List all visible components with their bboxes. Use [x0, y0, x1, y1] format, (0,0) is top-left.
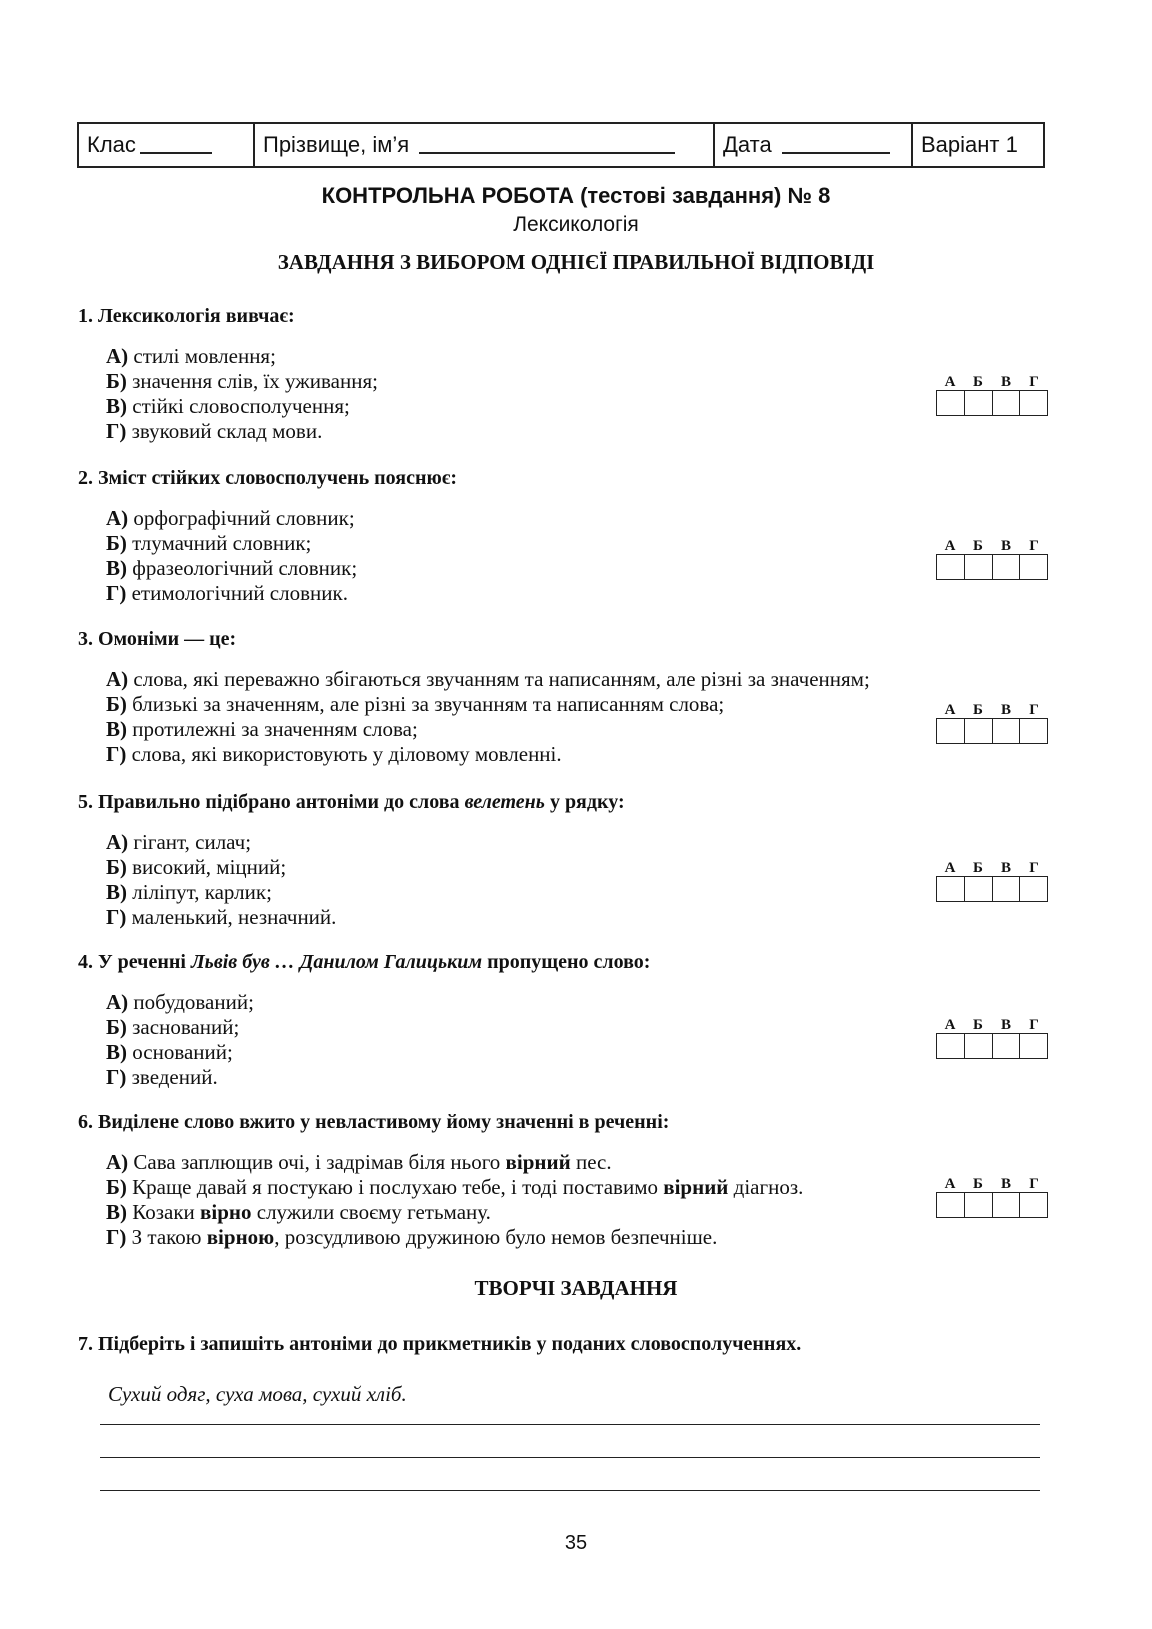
question-4: [78, 950, 1078, 1090]
answer-box-d[interactable]: [1020, 1193, 1047, 1217]
answer-grid-5: А Б В Г: [936, 860, 1048, 902]
name-label: Прізвище, ім’я: [263, 132, 410, 157]
answer-box-d[interactable]: [1020, 877, 1047, 901]
options-list: [106, 344, 1078, 444]
answer-box-a[interactable]: [937, 877, 965, 901]
name-cell: [255, 124, 715, 166]
question-stem: 5. Правильно підібрано антоніми до слова велетень у рядку:: [78, 791, 625, 813]
question-stem: 1. Лексикологія вивчає:: [78, 305, 295, 327]
options-list: [106, 506, 1078, 606]
option-b: Б) заснований;: [106, 1015, 240, 1039]
class-label: Клас: [87, 132, 136, 157]
options-list: [106, 830, 1078, 930]
answer-line-1[interactable]: [100, 1424, 1040, 1425]
answer-box-b[interactable]: [965, 877, 993, 901]
task-example: Сухий одяг, суха мова, сухий хліб.: [108, 1382, 407, 1406]
answer-line-2[interactable]: [100, 1457, 1040, 1458]
answer-box-c[interactable]: [993, 877, 1021, 901]
answer-box-b[interactable]: [965, 719, 993, 743]
answer-box-d[interactable]: [1020, 719, 1047, 743]
answer-box-c[interactable]: [993, 1034, 1021, 1058]
answer-box-a[interactable]: [937, 1193, 965, 1217]
option-c: В) фразеологічний словник;: [106, 556, 358, 580]
options-list: [106, 1150, 1078, 1250]
question-6: [78, 1110, 1078, 1250]
answer-box-c[interactable]: [993, 1193, 1021, 1217]
option-d: Г) етимологічний словник.: [106, 581, 348, 605]
option-d: Г) зведений.: [106, 1065, 218, 1089]
variant-cell: [913, 124, 1043, 166]
option-b: Б) близькі за значенням, але різні за звучанням та написанням слова;: [106, 692, 725, 716]
option-a: А) стилі мовлення;: [106, 344, 276, 368]
question-3: [78, 627, 1078, 767]
question-stem: 3. Омоніми — це:: [78, 628, 237, 650]
option-c: В) Козаки вірно служили своєму гетьману.: [106, 1200, 491, 1224]
option-c: В) ліліпут, карлик;: [106, 880, 272, 904]
option-a: А) орфографічний словник;: [106, 506, 355, 530]
question-2: [78, 466, 1078, 606]
question-stem: 7. Підберіть і запишіть антоніми до прикметників у поданих словосполученнях.: [78, 1333, 802, 1355]
answer-grid-3: А Б В Г: [936, 702, 1048, 744]
question-stem: 6. Виділене слово вжито у невластивому йому значенні в реченні:: [78, 1111, 670, 1133]
option-c: В) протилежні за значенням слова;: [106, 717, 418, 741]
option-b: Б) значення слів, їх уживання;: [106, 369, 378, 393]
answer-grid-4: А Б В Г: [936, 1017, 1048, 1059]
answer-grid-1: А Б В Г: [936, 374, 1048, 416]
option-a: А) слова, які переважно збігаються звучанням та написанням, але різні за значенням;: [106, 667, 870, 691]
page-title: КОНТРОЛЬНА РОБОТА (тестові завдання) № 8: [321, 183, 831, 208]
name-blank[interactable]: [419, 130, 675, 154]
answer-grid-2: А Б В Г: [936, 538, 1048, 580]
variant-label: Варіант 1: [921, 132, 1018, 157]
option-a: А) побудований;: [106, 990, 254, 1014]
answer-box-a[interactable]: [937, 391, 965, 415]
options-list: [106, 990, 1078, 1090]
option-a: А) Сава заплющив очі, і задрімав біля нього вірний пес.: [106, 1150, 612, 1174]
answer-box-a[interactable]: [937, 555, 965, 579]
answer-box-b[interactable]: [965, 555, 993, 579]
answer-box-d[interactable]: [1020, 1034, 1047, 1058]
answer-box-d[interactable]: [1020, 555, 1047, 579]
date-blank[interactable]: [782, 130, 890, 154]
answer-box-b[interactable]: [965, 391, 993, 415]
option-b: Б) Краще давай я постукаю і послухаю тебе, і тоді поставимо вірний діагноз.: [106, 1175, 804, 1199]
date-cell: [715, 124, 913, 166]
option-d: Г) слова, які використовують у діловому мовленні.: [106, 742, 562, 766]
option-c: В) оснований;: [106, 1040, 233, 1064]
answer-box-c[interactable]: [993, 719, 1021, 743]
option-a: А) гігант, силач;: [106, 830, 252, 854]
answer-grid-6: А Б В Г: [936, 1176, 1048, 1218]
answer-box-b[interactable]: [965, 1034, 993, 1058]
option-b: Б) високий, міцний;: [106, 855, 287, 879]
answer-box-a[interactable]: [937, 1034, 965, 1058]
answer-box-b[interactable]: [965, 1193, 993, 1217]
option-d: Г) маленький, незначний.: [106, 905, 337, 929]
option-d: Г) З такою вірною, розсудливою дружиною було немов безпечніше.: [106, 1225, 718, 1249]
answer-box-c[interactable]: [993, 555, 1021, 579]
question-stem: 4. У реченні Львів був … Данилом Галицьким пропущено слово:: [78, 951, 651, 973]
option-d: Г) звуковий склад мови.: [106, 419, 323, 443]
page-subtitle: Лексикологія: [513, 213, 639, 236]
question-7: [78, 1332, 1078, 1356]
answer-box-d[interactable]: [1020, 391, 1047, 415]
question-1: [78, 304, 1078, 444]
answer-box-a[interactable]: [937, 719, 965, 743]
page-number: 35: [564, 1532, 588, 1554]
section-heading-choice: ЗАВДАННЯ З ВИБОРОМ ОДНІЄЇ ПРАВИЛЬНОЇ ВІДПОВІДІ: [277, 250, 875, 274]
option-c: В) стійкі словосполучення;: [106, 394, 350, 418]
section-heading-creative: ТВОРЧІ ЗАВДАННЯ: [474, 1276, 678, 1300]
class-blank[interactable]: [140, 130, 212, 154]
question-stem: 2. Зміст стійких словосполучень пояснює:: [78, 467, 458, 489]
option-b: Б) тлумачний словник;: [106, 531, 312, 555]
header-table: [77, 122, 1045, 168]
answer-line-3[interactable]: [100, 1490, 1040, 1491]
answer-box-c[interactable]: [993, 391, 1021, 415]
options-list: [106, 667, 1078, 767]
date-label: Дата: [723, 132, 772, 157]
question-5: [78, 790, 1078, 930]
class-cell: [79, 124, 255, 166]
